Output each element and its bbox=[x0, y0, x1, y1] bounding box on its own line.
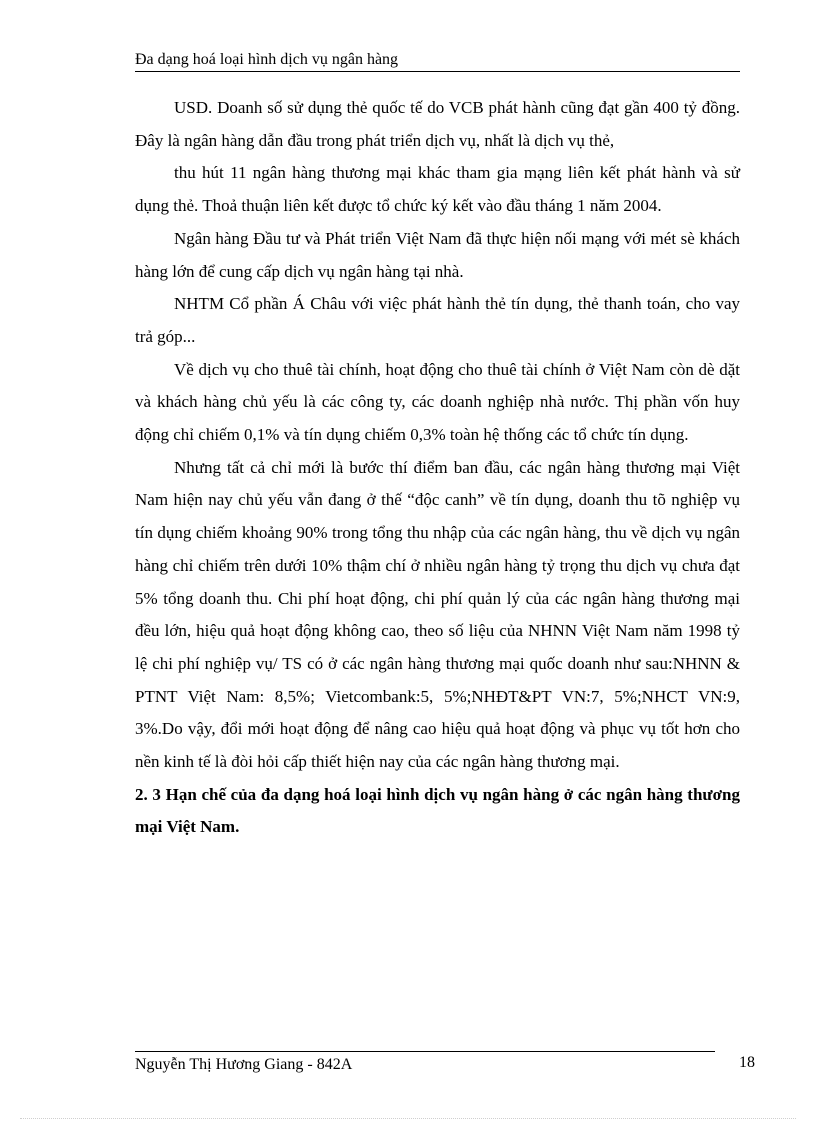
footer-author: Nguyễn Thị Hương Giang - 842A bbox=[135, 1056, 353, 1073]
section-heading: 2. 3 Hạn chế của đa dạng hoá loại hình dịch vụ ngân hàng ở các ngân hàng thương mại Việt Nam. bbox=[135, 784, 740, 837]
page-number: 18 bbox=[739, 1054, 755, 1071]
paragraph: Về dịch vụ cho thuê tài chính, hoạt động cho thuê tài chính ở Việt Nam còn dè dặt và khách hàng chủ yếu là các công ty, các doanh nghiệp nhà nước. Thị phần vốn huy động chỉ chiếm 0,1% và tín dụng chiếm 0,3% toàn hệ thống các tổ chức tín dụng. bbox=[135, 359, 740, 445]
document-body bbox=[135, 92, 740, 844]
footer-divider bbox=[135, 1051, 715, 1052]
running-header: Đa dạng hoá loại hình dịch vụ ngân hàng bbox=[135, 50, 740, 72]
paragraph: Ngân hàng Đầu tư và Phát triển Việt Nam đã thực hiện nối mạng với mét sè khách hàng lớn để cung cấp dịch vụ ngân hàng tại nhà. bbox=[135, 228, 740, 281]
paragraph: USD. Doanh số sử dụng thẻ quốc tế do VCB phát hành cũng đạt gần 400 tỷ đồng. Đây là ngân hàng dẫn đầu trong phát triển dịch vụ, nhất là dịch vụ thẻ, bbox=[135, 98, 740, 150]
paragraph: NHTM Cổ phần Á Châu với việc phát hành thẻ tín dụng, thẻ thanh toán, cho vay trả góp... bbox=[135, 294, 740, 346]
paragraph: thu hút 11 ngân hàng thương mại khác tham gia mạng liên kết phát hành và sử dụng thẻ. Thoả thuận liên kết được tổ chức ký kết vào đầu tháng 1 năm 2004. bbox=[135, 163, 740, 216]
page-edge-divider bbox=[20, 1118, 796, 1119]
paragraph: Nhưng tất cả chỉ mới là bước thí điểm ban đầu, các ngân hàng thương mại Việt Nam hiện nay chủ yếu vẫn đang ở thế “độc canh” về tín dụng, doanh thu tõ nghiệp vụ tín dụng chiếm khoảng 90% trong tổng thu nhập của các ngân hàng, thu về dịch vụ ngân hàng chỉ chiếm trên dưới 10% thậm chí ở nhiều ngân hàng tỷ trọng thu dịch vụ chưa đạt 5% tổng doanh thu. Chi phí hoạt động, chi phí quản lý của các ngân hàng thương mại đều lớn, hiệu quả hoạt động không cao, theo số liệu của NHNN Việt Nam năm 1998 tỷ lệ chi phí nghiệp vụ/ TS có ở các ngân hàng thương mại quốc doanh như sau:NHNN & PTNT Việt Nam: 8,5%; Vietcombank:5, 5%;NHĐT&PT VN:7, 5%;NHCT VN:9, 3%.Do vậy, đổi mới hoạt động để nâng cao hiệu quả hoạt động và phục vụ tốt hơn cho nền kinh tế là đòi hỏi cấp thiết hiện nay của các ngân hàng thương mại. bbox=[135, 457, 740, 772]
